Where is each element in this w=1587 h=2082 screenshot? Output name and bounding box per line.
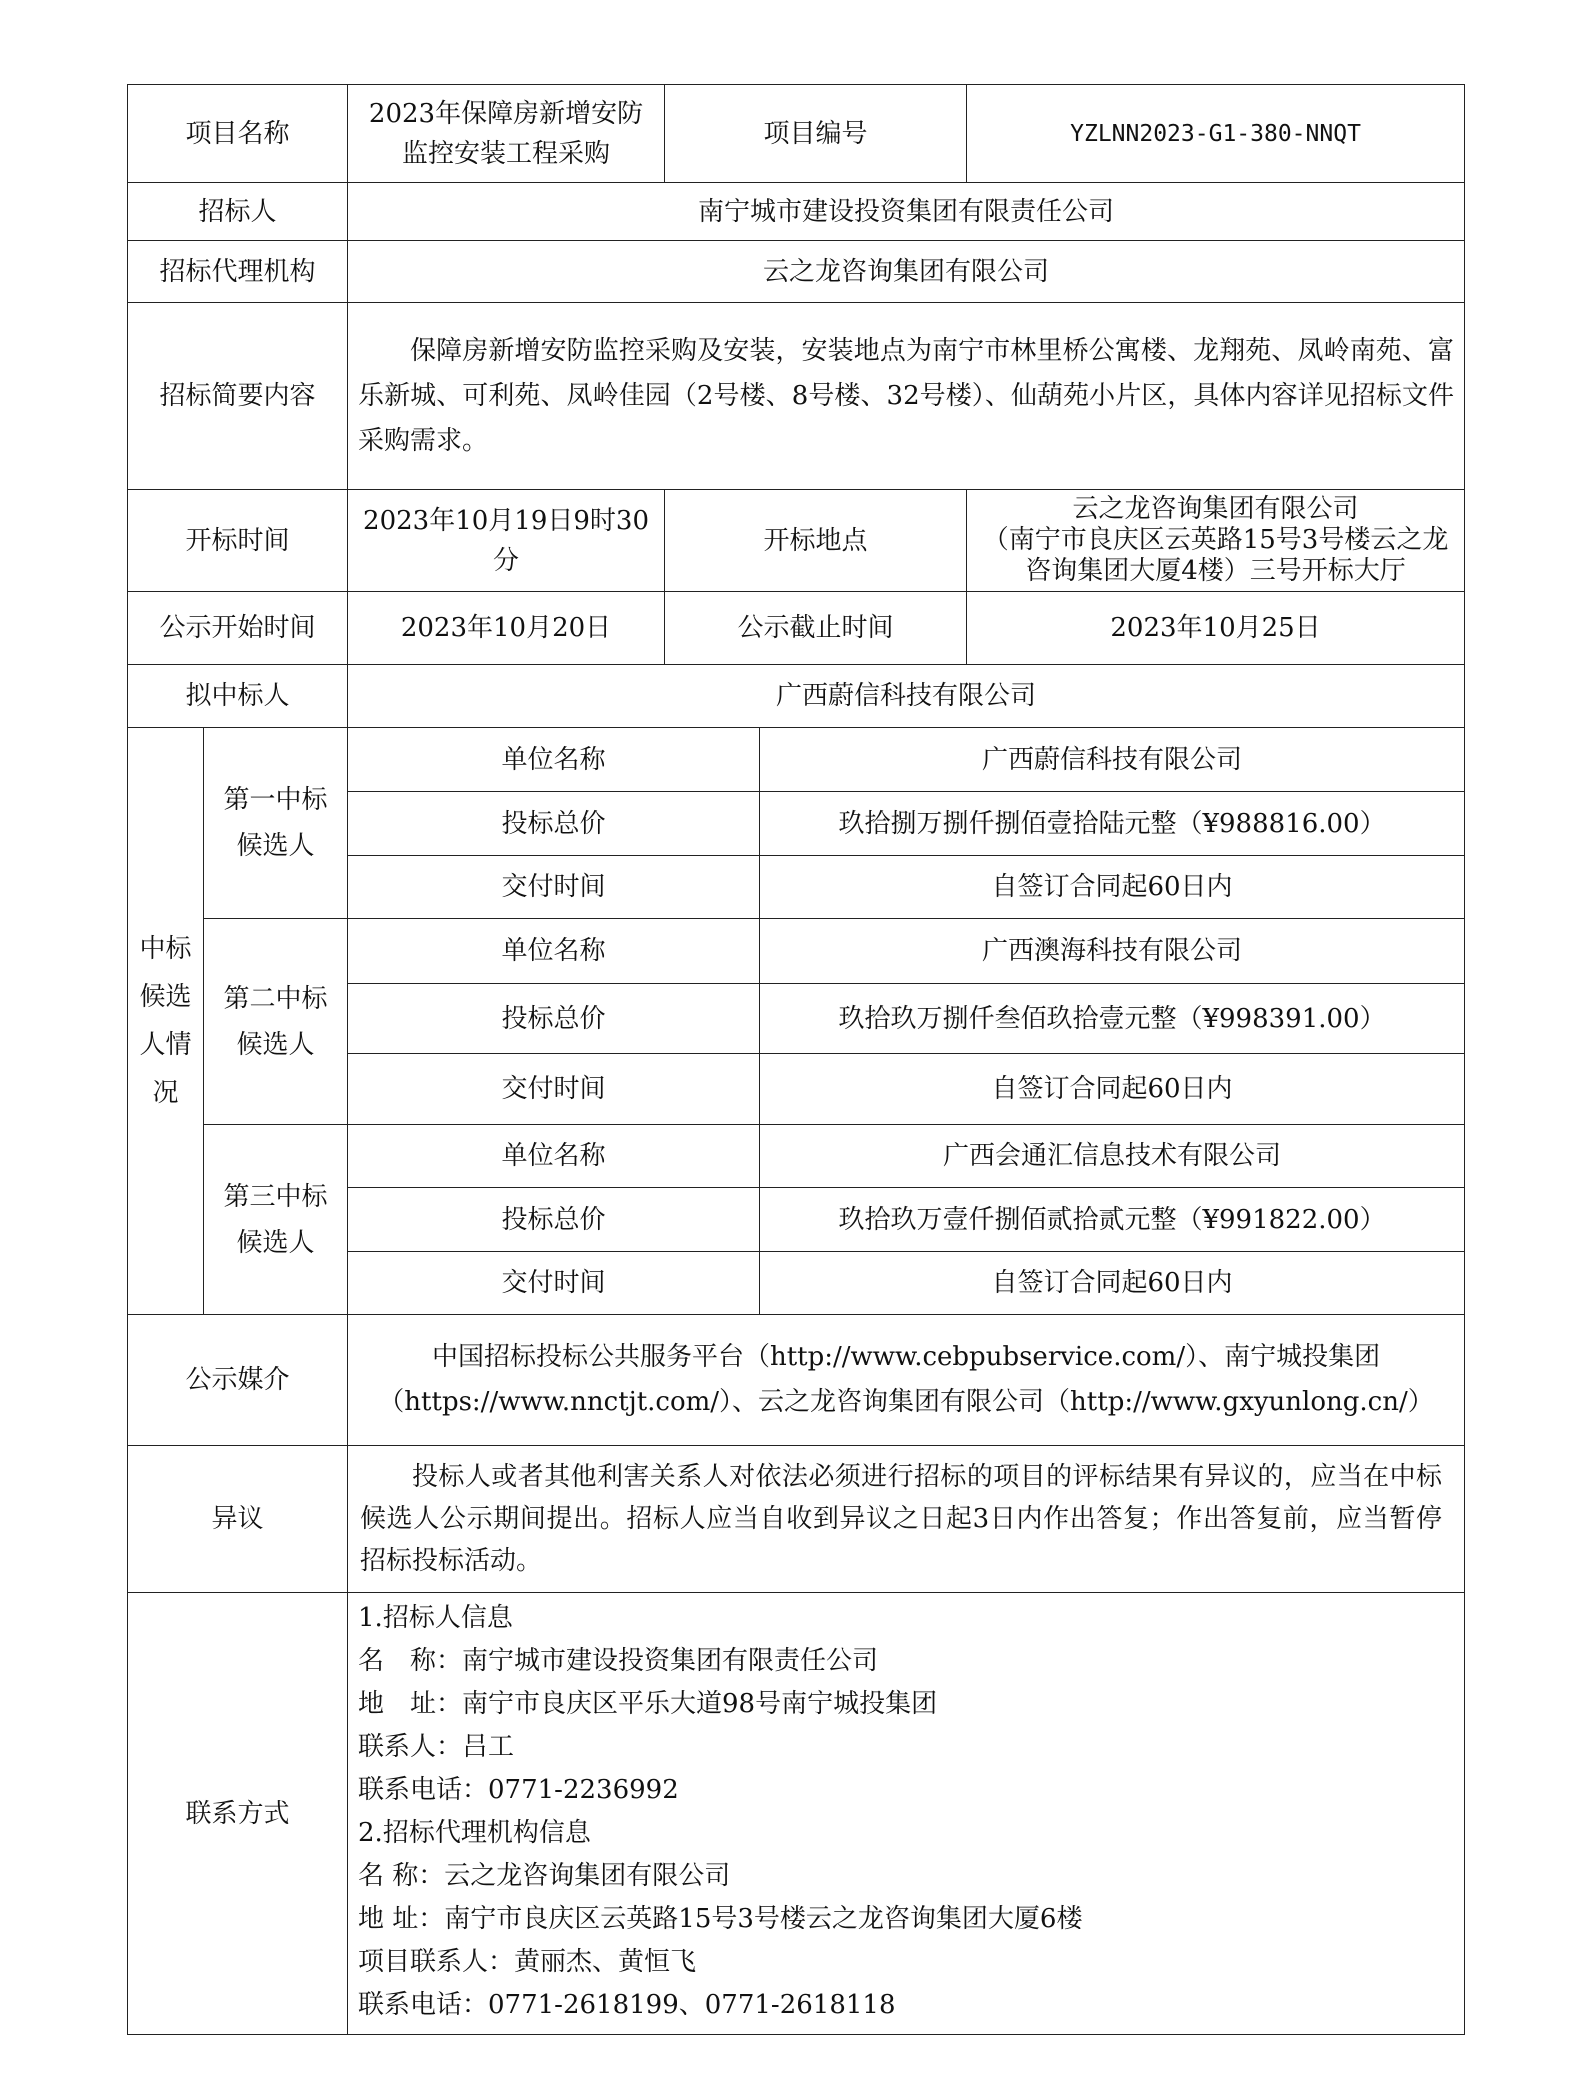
row-objection xyxy=(128,1446,1465,1593)
contact-label: 联系方式 xyxy=(128,1593,348,2035)
agency-label: 招标代理机构 xyxy=(128,241,348,303)
tenderer-label: 招标人 xyxy=(128,183,348,241)
opening-time-value: 2023年10月19日9时30分 xyxy=(348,490,665,592)
row-tenderer xyxy=(128,183,1465,241)
candidate-3-rank: 第三中标候选人 xyxy=(204,1125,348,1315)
candidate-3-price: 玖拾玖万壹仟捌佰贰拾贰元整（¥991822.00） xyxy=(760,1188,1465,1252)
contact-line: 名 称：南宁城市建设投资集团有限责任公司 xyxy=(358,1646,879,1676)
row-summary xyxy=(128,303,1465,490)
opening-place-value xyxy=(967,490,1465,592)
contact-line: 名 称：云之龙咨询集团有限公司 xyxy=(358,1861,731,1891)
candidate-2-name: 广西澳海科技有限公司 xyxy=(760,919,1465,984)
publicity-start-value: 2023年10月20日 xyxy=(348,592,665,665)
project-number-label: 项目编号 xyxy=(665,85,967,183)
candidate-field-delivery: 交付时间 xyxy=(348,1252,760,1315)
project-name-value: 2023年保障房新增安防监控安装工程采购 xyxy=(348,85,665,183)
row-project xyxy=(128,85,1465,183)
candidate-field-name: 单位名称 xyxy=(348,1125,760,1188)
bid-result-table xyxy=(127,84,1465,2035)
candidate-3-row-name xyxy=(128,1125,1465,1188)
agency-value: 云之龙咨询集团有限公司 xyxy=(348,241,1465,303)
candidate-field-delivery: 交付时间 xyxy=(348,856,760,919)
candidate-2-price: 玖拾玖万捌仟叁佰玖拾壹元整（¥998391.00） xyxy=(760,984,1465,1054)
candidate-field-name: 单位名称 xyxy=(348,728,760,792)
opening-time-label: 开标时间 xyxy=(128,490,348,592)
project-name-label: 项目名称 xyxy=(128,85,348,183)
candidate-field-delivery: 交付时间 xyxy=(348,1054,760,1125)
candidate-2-rank: 第二中标候选人 xyxy=(204,919,348,1125)
candidate-field-name: 单位名称 xyxy=(348,919,760,984)
row-opening xyxy=(128,490,1465,592)
opening-place-label: 开标地点 xyxy=(665,490,967,592)
contact-line: 联系人：吕工 xyxy=(358,1732,515,1762)
media-label: 公示媒介 xyxy=(128,1315,348,1446)
candidate-1-delivery: 自签订合同起60日内 xyxy=(760,856,1465,919)
candidate-field-price: 投标总价 xyxy=(348,984,760,1054)
candidate-1-price: 玖拾捌万捌仟捌佰壹拾陆元整（¥988816.00） xyxy=(760,792,1465,856)
candidate-1-row-name xyxy=(128,728,1465,792)
contact-line: 地 址：南宁市良庆区平乐大道98号南宁城投集团 xyxy=(358,1689,938,1719)
winner-label: 拟中标人 xyxy=(128,665,348,728)
candidate-3-delivery: 自签订合同起60日内 xyxy=(760,1252,1465,1315)
candidate-2-delivery: 自签订合同起60日内 xyxy=(760,1054,1465,1125)
contact-line: 地 址：南宁市良庆区云英路15号3号楼云之龙咨询集团大厦6楼 xyxy=(358,1904,1083,1934)
opening-place-line2: （南宁市良庆区云英路15号3号楼云之龙咨询集团大厦4楼）三号开标大厅 xyxy=(982,525,1449,586)
contact-line: 联系电话：0771-2236992 xyxy=(358,1775,679,1805)
candidate-3-name: 广西会通汇信息技术有限公司 xyxy=(760,1125,1465,1188)
summary-value: 保障房新增安防监控采购及安装，安装地点为南宁市林里桥公寓楼、龙翔苑、凤岭南苑、富乐新城、可利苑、凤岭佳园（2号楼、8号楼、32号楼）、仙葫苑小片区，具体内容详见招标文件采购需求。 xyxy=(348,303,1465,490)
objection-label: 异议 xyxy=(128,1446,348,1593)
candidate-field-price: 投标总价 xyxy=(348,792,760,856)
contact-line: 项目联系人：黄丽杰、黄恒飞 xyxy=(358,1947,697,1977)
publicity-start-label: 公示开始时间 xyxy=(128,592,348,665)
row-publicity xyxy=(128,592,1465,665)
row-contact xyxy=(128,1593,1465,2035)
publicity-end-label: 公示截止时间 xyxy=(665,592,967,665)
row-media xyxy=(128,1315,1465,1446)
candidates-group-label: 中标候选人情况 xyxy=(128,728,204,1315)
contact-line: 1.招标人信息 xyxy=(358,1603,513,1633)
project-number-value: YZLNN2023-G1-380-NNQT xyxy=(967,85,1465,183)
media-value: 中国招标投标公共服务平台（http://www.cebpubservice.com/）、南宁城投集团（https://www.nnctjt.com/）、云之龙咨询集团有限公司（http://www.gxyunlong.cn/） xyxy=(348,1315,1465,1446)
objection-value: 投标人或者其他利害关系人对依法必须进行招标的项目的评标结果有异议的，应当在中标候选人公示期间提出。招标人应当自收到异议之日起3日内作出答复；作出答复前，应当暂停招标投标活动。 xyxy=(348,1446,1465,1593)
opening-place-line1: 云之龙咨询集团有限公司 xyxy=(1072,494,1359,524)
tenderer-value: 南宁城市建设投资集团有限责任公司 xyxy=(348,183,1465,241)
contact-line: 联系电话：0771-2618199、0771-2618118 xyxy=(358,1990,896,2020)
publicity-end-value: 2023年10月25日 xyxy=(967,592,1465,665)
candidate-1-name: 广西蔚信科技有限公司 xyxy=(760,728,1465,792)
contact-line: 2.招标代理机构信息 xyxy=(358,1818,591,1848)
candidate-2-row-name xyxy=(128,919,1465,984)
row-agency xyxy=(128,241,1465,303)
winner-value: 广西蔚信科技有限公司 xyxy=(348,665,1465,728)
row-winner xyxy=(128,665,1465,728)
candidate-1-rank: 第一中标候选人 xyxy=(204,728,348,919)
contact-block xyxy=(348,1593,1465,2035)
candidate-field-price: 投标总价 xyxy=(348,1188,760,1252)
summary-label: 招标简要内容 xyxy=(128,303,348,490)
